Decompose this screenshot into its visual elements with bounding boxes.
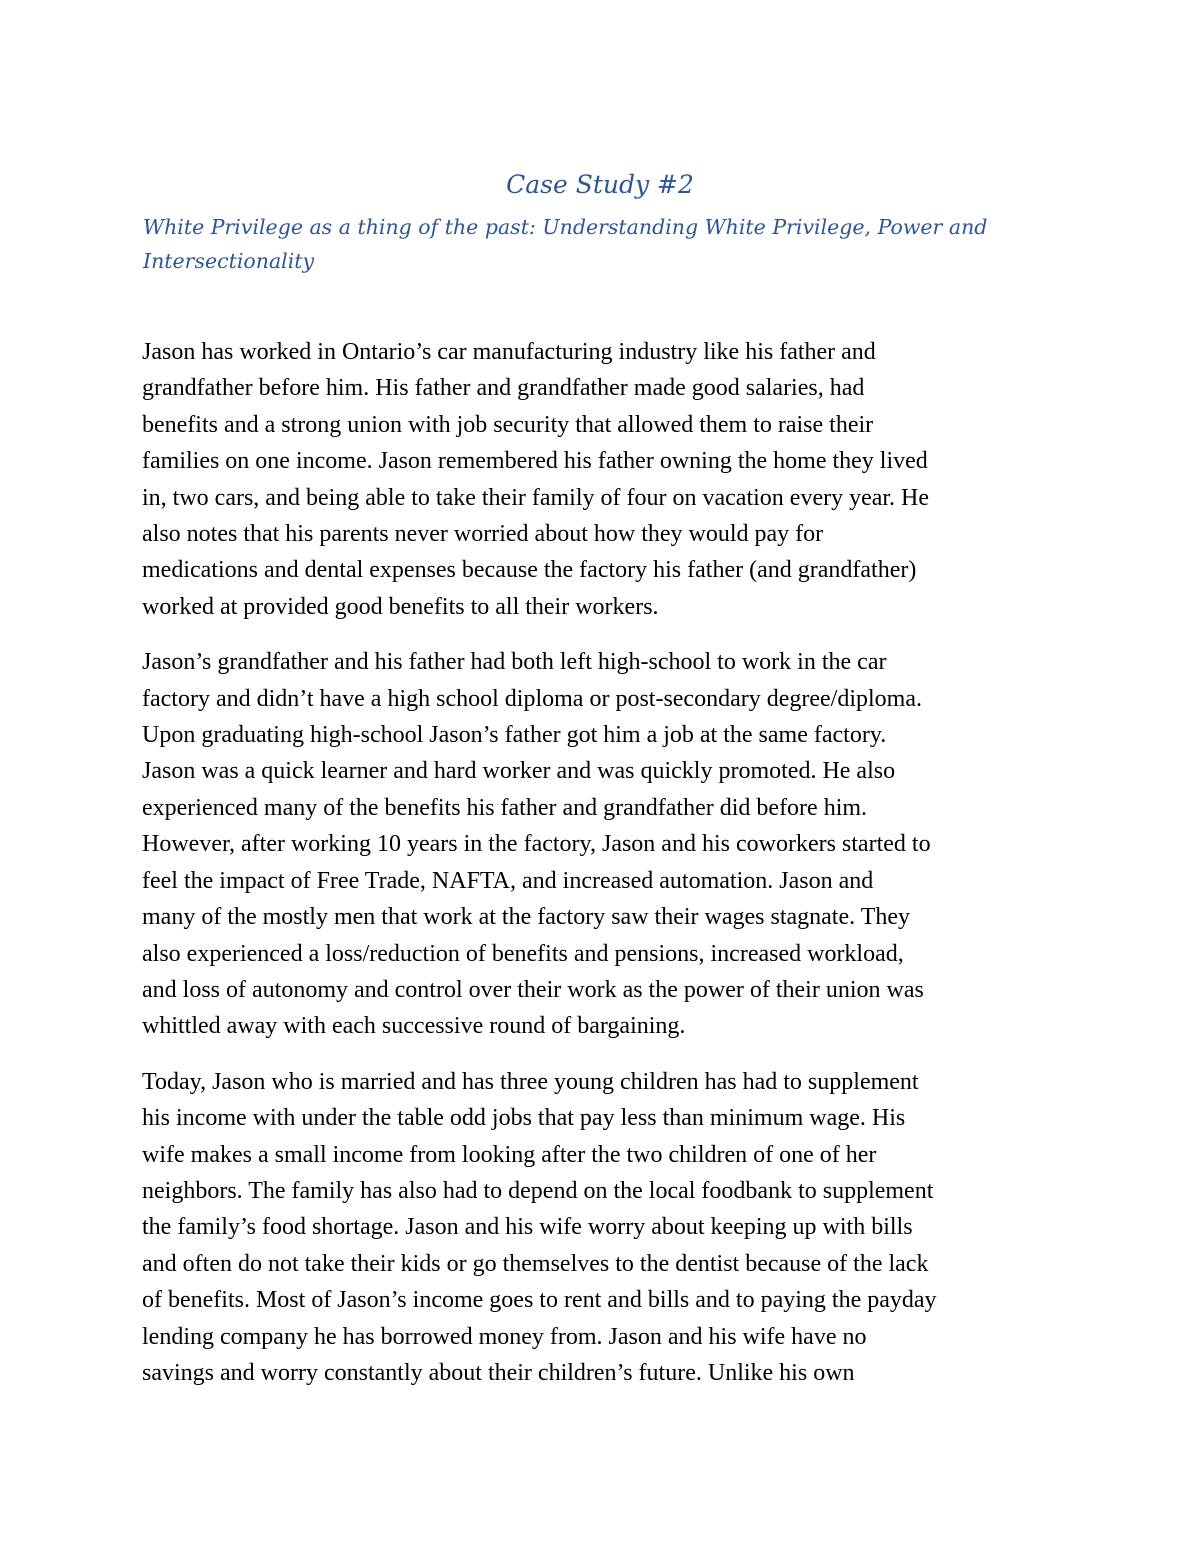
- text-line: and loss of autonomy and control over their work as the power of their union was: [142, 976, 924, 1003]
- text-line: also notes that his parents never worried about how they would pay for: [142, 521, 824, 548]
- text-line: experienced many of the benefits his father and grandfather did before him.: [142, 794, 868, 821]
- text-line: the family’s food shortage. Jason and his wife worry about keeping up with bills: [142, 1214, 913, 1241]
- text-line: grandfather before him. His father and grandfather made good salaries, had: [142, 375, 865, 402]
- subtitle-line: Intersectionality: [143, 249, 315, 273]
- subtitle-line: White Privilege as a thing of the past: Understanding White Privilege, Power and: [143, 215, 988, 239]
- paragraph-1: [142, 334, 1072, 625]
- text-line: in, two cars, and being able to take their family of four on vacation every year. He: [142, 484, 930, 511]
- paragraph-3: [142, 1064, 1072, 1392]
- text-line: However, after working 10 years in the factory, Jason and his coworkers started to: [142, 831, 931, 858]
- text-line: medications and dental expenses because the factory his father (and grandfather): [142, 557, 917, 584]
- text-line: and often do not take their kids or go themselves to the dentist because of the lack: [142, 1250, 929, 1277]
- text-line: lending company he has borrowed money from. Jason and his wife have no: [142, 1323, 867, 1350]
- text-line: Today, Jason who is married and has three young children has had to supplement: [142, 1068, 919, 1095]
- text-line: his income with under the table odd jobs that pay less than minimum wage. His: [142, 1105, 906, 1132]
- body-text: [142, 334, 1072, 1410]
- paragraph-2: [142, 644, 1072, 1044]
- text-line: families on one income. Jason remembered his father owning the home they lived: [142, 448, 928, 475]
- subtitle: [143, 210, 1023, 278]
- text-line: factory and didn’t have a high school diploma or post-secondary degree/diploma.: [142, 685, 922, 712]
- text-line: neighbors. The family has also had to depend on the local foodbank to supplement: [142, 1177, 934, 1204]
- text-line: Jason was a quick learner and hard worker and was quickly promoted. He also: [142, 758, 896, 785]
- page-title: Case Study #2: [506, 170, 694, 199]
- text-line: Upon graduating high-school Jason’s father got him a job at the same factory.: [142, 722, 887, 749]
- text-line: whittled away with each successive round of bargaining.: [142, 1013, 686, 1040]
- text-line: feel the impact of Free Trade, NAFTA, and increased automation. Jason and: [142, 867, 874, 894]
- text-line: many of the mostly men that work at the factory saw their wages stagnate. They: [142, 904, 910, 931]
- text-line: Jason’s grandfather and his father had both left high-school to work in the car: [142, 649, 887, 676]
- text-line: Jason has worked in Ontario’s car manufacturing industry like his father and: [142, 339, 876, 365]
- text-line: of benefits. Most of Jason’s income goes to rent and bills and to paying the payday: [142, 1287, 937, 1314]
- text-line: worked at provided good benefits to all their workers.: [142, 593, 659, 620]
- text-line: also experienced a loss/reduction of benefits and pensions, increased workload,: [142, 940, 904, 967]
- text-line: wife makes a small income from looking after the two children of one of her: [142, 1141, 877, 1168]
- text-line: benefits and a strong union with job security that allowed them to raise their: [142, 411, 874, 438]
- text-line: savings and worry constantly about their children’s future. Unlike his own: [142, 1359, 855, 1386]
